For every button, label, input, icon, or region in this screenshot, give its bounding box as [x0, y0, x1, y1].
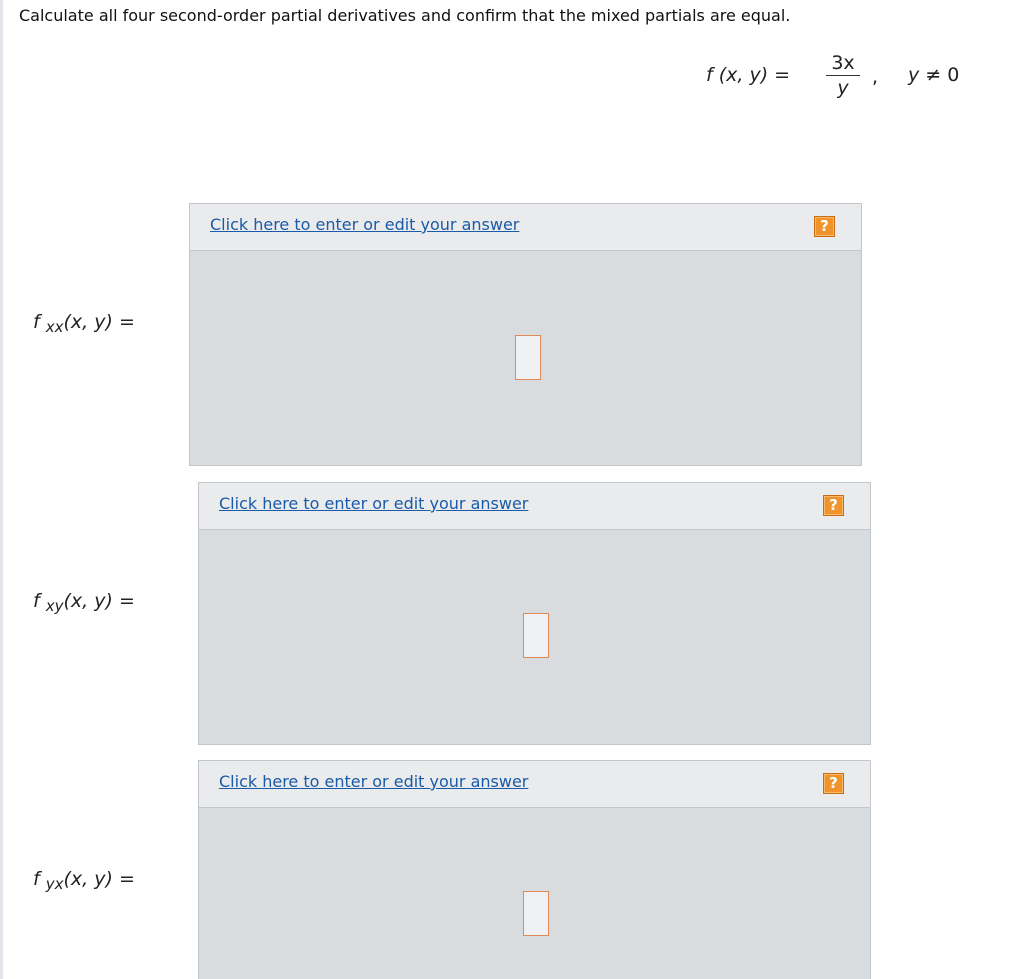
condition-value: 0 [947, 64, 960, 86]
function-definition [706, 52, 986, 112]
fraction-bar [826, 75, 860, 76]
function-name: f (x, y) [706, 64, 769, 86]
not-equal-symbol: ≠ [925, 64, 942, 86]
label-fxx [33, 311, 135, 336]
answer-panel-fxx [189, 203, 862, 466]
answer-input-fxy[interactable] [523, 613, 549, 658]
label-fyx-subscript: yx [45, 875, 64, 893]
label-fxy-equals: = [112, 590, 135, 612]
label-fxy-subscript: xy [45, 597, 64, 615]
label-fyx-equals: = [112, 868, 135, 890]
label-fxx-args: (x, y) [63, 311, 113, 333]
domain-condition [908, 64, 959, 86]
label-fxx-equals: = [112, 311, 135, 333]
condition-variable: y [908, 64, 920, 86]
function-lhs [706, 64, 790, 86]
help-icon[interactable]: ? [814, 216, 835, 237]
label-fyx-args: (x, y) [63, 868, 113, 890]
label-fxy-args: (x, y) [63, 590, 113, 612]
edit-answer-link-fxy[interactable]: Click here to enter or edit your answer [219, 494, 529, 513]
answer-panel-fyx [198, 760, 871, 979]
label-fxx-f: f [33, 311, 40, 333]
answer-header-fxy [199, 483, 870, 530]
answer-panel-fxy [198, 482, 871, 745]
separator-comma: , [872, 66, 879, 88]
answer-input-fxx[interactable] [515, 335, 541, 380]
question-text: Calculate all four second-order partial derivatives and confirm that the mixed partials are equal. [19, 6, 791, 25]
edit-answer-link-fxx[interactable]: Click here to enter or edit your answer [210, 215, 520, 234]
answer-header-fyx [199, 761, 870, 808]
fraction [823, 52, 863, 99]
equals-sign: = [774, 64, 791, 86]
label-fyx-f: f [33, 868, 40, 890]
left-border [0, 0, 3, 979]
edit-answer-link-fyx[interactable]: Click here to enter or edit your answer [219, 772, 529, 791]
help-icon[interactable]: ? [823, 773, 844, 794]
help-icon[interactable]: ? [823, 495, 844, 516]
label-fyx [33, 868, 135, 893]
label-fxx-subscript: xx [45, 318, 64, 336]
label-fxy-f: f [33, 590, 40, 612]
answer-input-fyx[interactable] [523, 891, 549, 936]
label-fxy [33, 590, 135, 615]
answer-header-fxx [190, 204, 861, 251]
fraction-numerator: 3x [831, 52, 855, 74]
fraction-denominator: y [837, 77, 849, 99]
